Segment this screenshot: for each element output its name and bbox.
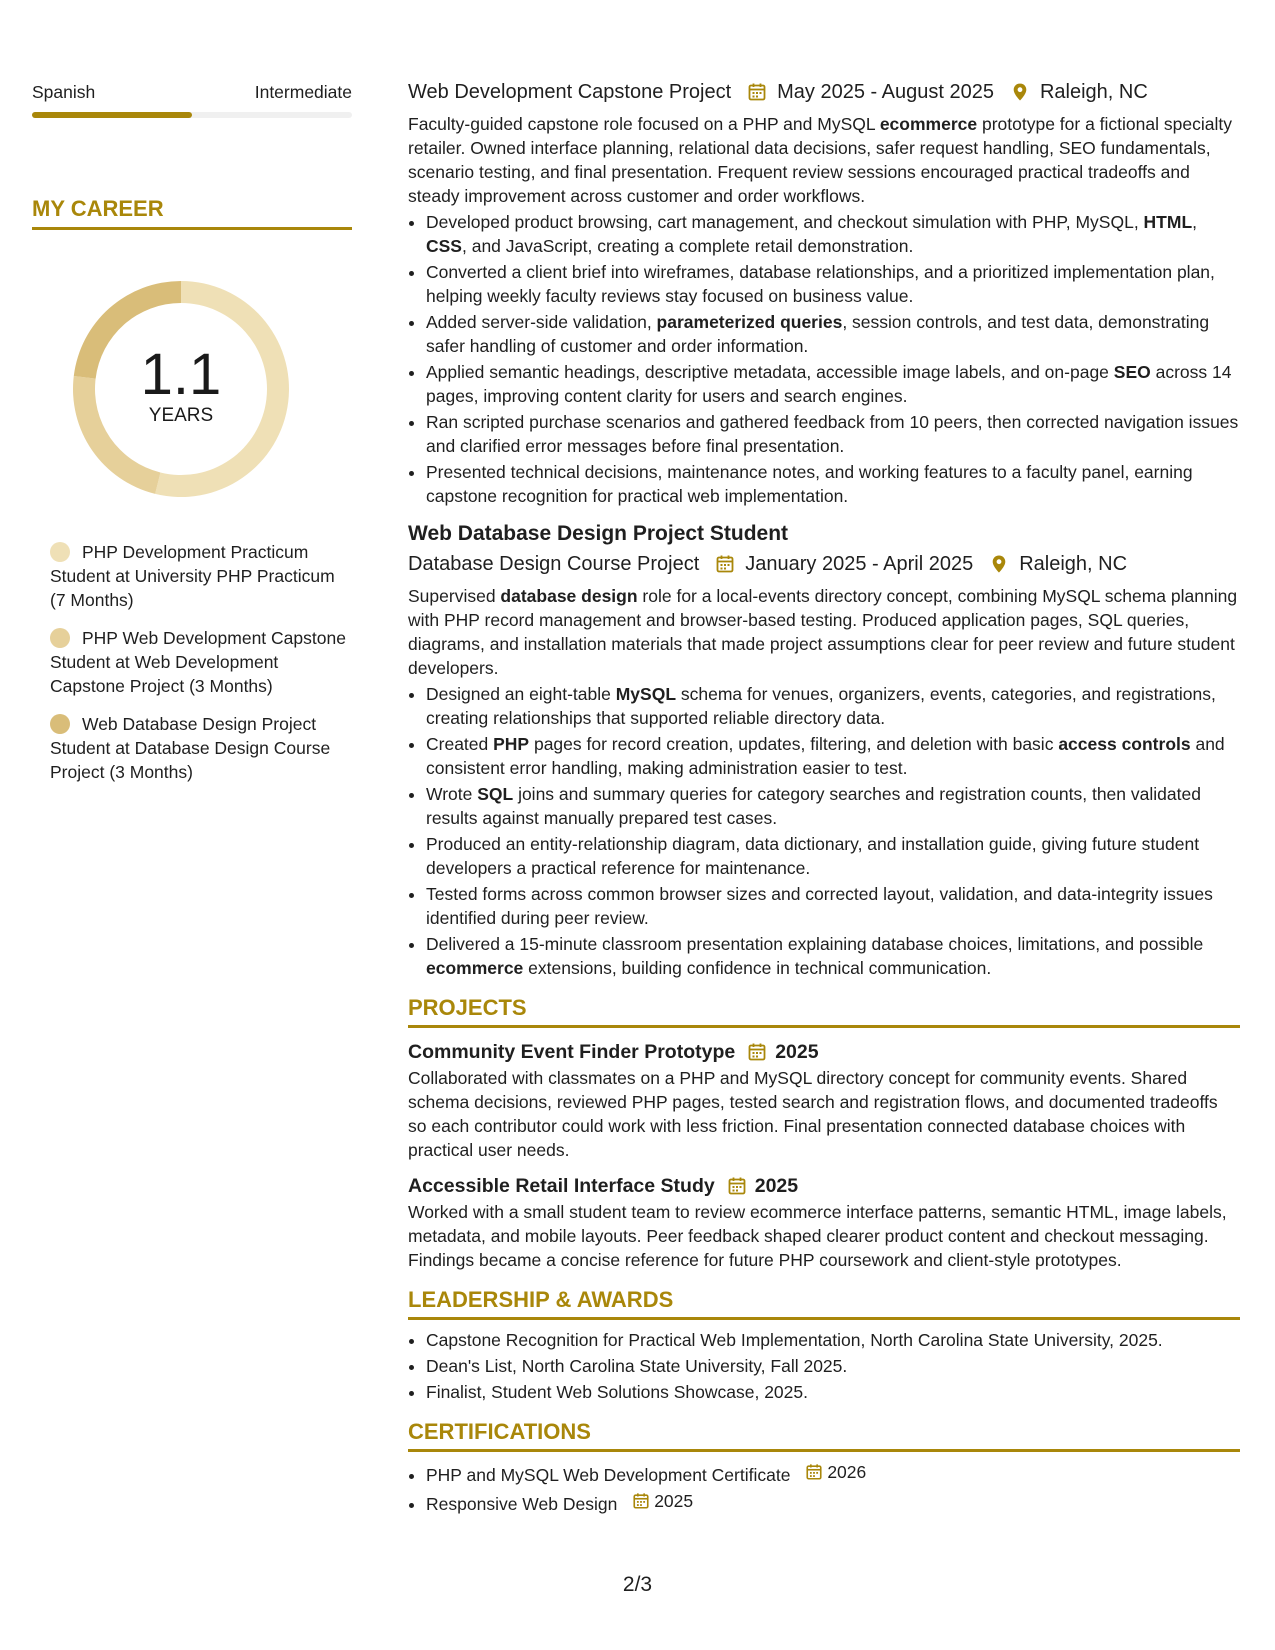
experience-entry (408, 78, 1240, 508)
calendar-icon (727, 1176, 747, 1196)
calendar-icon (715, 554, 735, 574)
career-legend-item: PHP Web Development Capstone Student at Web Development Capstone Project (3 Months) (50, 628, 346, 696)
project-name: Community Event Finder Prototype (408, 1041, 736, 1063)
job-location: Raleigh, NC (1019, 553, 1128, 575)
project-description: Worked with a small student team to review ecommerce interface patterns, semantic HTML, image labels, metadata, and mobile layouts. Peer feedback shaped clearer product content and checkout messaging. Findings became a concise reference for future PHP coursework and client-style prototypes. (408, 1202, 1227, 1270)
certification-item (426, 1460, 1240, 1487)
certifications-list (408, 1460, 1240, 1516)
bullet-item: • Added server-side validation, parameterized queries, session controls, and test data, demonstrating safer handling of customer and order information. (426, 310, 1240, 358)
job-title: Web Database Design Project Student (408, 522, 789, 545)
left-column (32, 80, 352, 798)
job-bullets (408, 210, 1240, 508)
calendar-icon (747, 82, 767, 102)
career-total: 1.1 (140, 342, 222, 407)
project-year: 2025 (775, 1041, 819, 1063)
certification-name: PHP and MySQL Web Development Certificate (426, 1465, 791, 1485)
projects-heading: PROJECTS (408, 994, 1240, 1028)
career-legend-item: PHP Development Practicum Student at University PHP Practicum (7 Months) (50, 542, 335, 610)
certification-year: 2026 (827, 1462, 867, 1482)
project-description: Collaborated with classmates on a PHP and MySQL directory concept for community events. Shared schema decisions, reviewed PHP pages, tested search and registration flows, and documented tradeoffs so each contributor could work with less friction. Final presentation connected database choices with practical user needs. (408, 1068, 1218, 1160)
project-entry (408, 1038, 1240, 1162)
job-dates: May 2025 - August 2025 (777, 81, 994, 103)
certification-name: Responsive Web Design (426, 1494, 618, 1514)
bullet-item: • Produced an entity-relationship diagram, data dictionary, and installation guide, giving future student developers a practical reference for maintenance. (426, 832, 1240, 880)
calendar-icon (805, 1463, 823, 1481)
career-heading: MY CAREER (32, 196, 352, 230)
calendar-icon (747, 1042, 767, 1062)
location-pin-icon (989, 554, 1009, 574)
right-column (408, 78, 1240, 1518)
awards-list (408, 1328, 1240, 1404)
legend-dot-icon (50, 542, 70, 562)
calendar-icon (632, 1492, 650, 1510)
job-company: Database Design Course Project (408, 553, 700, 575)
job-summary: Supervised database design role for a local-events directory concept, combining MySQL schema planning with PHP record management and browser-based testing. Produced application pages, SQL queries, diagrams, and installation materials that made project assumptions clear for peer review and future student developers. (408, 586, 1238, 678)
language-proficiency-bar (32, 112, 352, 118)
career-legend-item: Web Database Design Project Student at Database Design Course Project (3 Months) (50, 714, 331, 782)
award-item: • Dean's List, North Carolina State University, Fall 2025. (426, 1354, 1240, 1378)
job-location: Raleigh, NC (1039, 81, 1148, 103)
legend-dot-icon (50, 628, 70, 648)
job-dates: January 2025 - April 2025 (745, 553, 974, 575)
certifications-heading: CERTIFICATIONS (408, 1418, 1240, 1452)
project-entry (408, 1172, 1240, 1272)
career-legend (32, 540, 352, 784)
award-item: • Capstone Recognition for Practical Web Implementation, North Carolina State University, 2025. (426, 1328, 1240, 1352)
language-level: Intermediate (254, 82, 352, 102)
project-name: Accessible Retail Interface Study (408, 1175, 715, 1197)
legend-dot-icon (50, 714, 70, 734)
bullet-item: • Delivered a 15-minute classroom presentation explaining database choices, limitations, and possible ecommerce extensions, building confidence in technical communication. (426, 932, 1240, 980)
language-proficiency-fill (32, 112, 192, 118)
award-item: • Finalist, Student Web Solutions Showcase, 2025. (426, 1380, 1240, 1404)
bullet-item: • Created PHP pages for record creation, updates, filtering, and deletion with basic access controls and consistent error handling, making administration easier to test. (426, 732, 1240, 780)
language-name: Spanish (32, 82, 96, 102)
bullet-item: • Converted a client brief into wireframes, database relationships, and a prioritized implementation plan, helping weekly faculty reviews stay focused on business value. (426, 260, 1240, 308)
language-item (32, 80, 352, 118)
bullet-item: • Ran scripted purchase scenarios and gathered feedback from 10 peers, then corrected navigation issues and clarified error messages before final presentation. (426, 410, 1240, 458)
bullet-item: • Tested forms across common browser sizes and corrected layout, validation, and data-integrity issues identified during peer review. (426, 882, 1240, 930)
page-number: 2/3 (622, 1573, 653, 1596)
bullet-item: • Designed an eight-table MySQL schema for venues, organizers, events, categories, and registrations, creating relationships that supported reliable directory data. (426, 682, 1240, 730)
career-unit: YEARS (148, 405, 214, 426)
project-year: 2025 (754, 1175, 799, 1197)
location-pin-icon (1010, 82, 1030, 102)
awards-heading: LEADERSHIP & AWARDS (408, 1286, 1240, 1320)
job-summary: Faculty-guided capstone role focused on a PHP and MySQL ecommerce prototype for a fictional specialty retailer. Owned interface planning, relational data decisions, safer request handling, SEO fundamentals, scenario testing, and final presentation. Frequent review sessions encouraged practical tradeoffs and steady improvement across customer and order workflows. (408, 114, 1232, 206)
bullet-item: • Wrote SQL joins and summary queries for category searches and registration counts, then validated results against manually prepared test cases. (426, 782, 1240, 830)
bullet-item: • Developed product browsing, cart management, and checkout simulation with PHP, MySQL, HTML, CSS, and JavaScript, creating a complete retail demonstration. (426, 210, 1240, 258)
job-bullets (408, 682, 1240, 980)
certification-year: 2025 (654, 1491, 694, 1511)
certification-item (426, 1489, 1240, 1516)
job-company: Web Development Capstone Project (408, 81, 732, 103)
bullet-item: • Presented technical decisions, maintenance notes, and working features to a faculty panel, earning capstone recognition for practical web implementation. (426, 460, 1240, 508)
career-donut (66, 274, 296, 504)
bullet-item: • Applied semantic headings, descriptive metadata, accessible image labels, and on-page SEO across 14 pages, improving content clarity for users and search engines. (426, 360, 1240, 408)
experience-entry (408, 520, 1240, 980)
